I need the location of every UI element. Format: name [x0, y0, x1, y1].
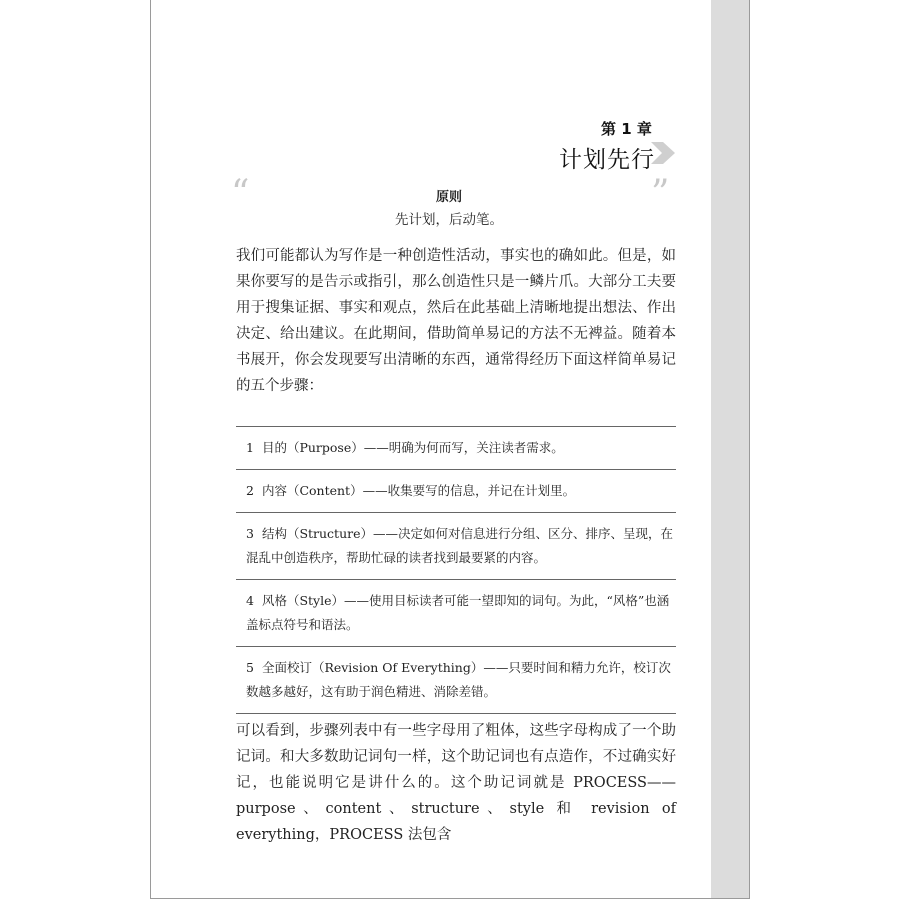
step-text: 全面校订（Revision Of Everything）——只要时间和精力允许，校订次数越多越好，这有助于润色精进、消除差错。: [246, 660, 671, 699]
step-item: [236, 647, 676, 714]
open-quote-icon: “: [231, 173, 250, 214]
principle-heading: 原则: [435, 190, 462, 205]
step-text: 结构（Structure）——决定如何对信息进行分组、区分、排序、呈现，在混乱中创造秩序，帮助忙碌的读者找到最要紧的内容。: [246, 526, 673, 565]
step-number: 5: [246, 660, 254, 675]
chevron-right-icon: [651, 142, 677, 164]
step-text: 目的（Purpose）——明确为何而写，关注读者需求。: [261, 440, 564, 455]
step-item: [236, 470, 676, 513]
book-page: [150, 0, 750, 899]
intro-paragraph: 我们可能都认为写作是一种创造性活动，事实也的确如此。但是，如果你要写的是告示或指引，那么创造性只是一鳞片爪。大部分工夫要用于搜集证据、事实和观点，然后在此基础上清晰地提出想法、作出决定、给出建议。在此期间，借助简单易记的方法不无裨益。随着本书展开，你会发现要写出清晰的东西，通常得经历下面这样简单易记的五个步骤：: [236, 248, 676, 394]
steps-list: [236, 426, 676, 714]
step-number: 4: [246, 593, 254, 608]
step-number: 3: [246, 526, 254, 541]
step-item: [236, 513, 676, 580]
step-item: [236, 427, 676, 470]
step-item: [236, 580, 676, 647]
page-edge-band: [711, 0, 749, 898]
principle-text: 先计划，后动笔。: [395, 212, 503, 228]
step-number: 1: [246, 440, 254, 455]
chapter-title: 计划先行: [559, 147, 655, 173]
step-text: 风格（Style）——使用目标读者可能一望即知的词句。为此，“风格”也涵盖标点符号和语法。: [246, 593, 670, 632]
step-text: 内容（Content）——收集要写的信息，并记在计划里。: [261, 483, 576, 498]
step-number: 2: [246, 483, 254, 498]
chapter-number: 第 1 章: [601, 120, 652, 138]
close-quote-icon: ”: [651, 173, 670, 214]
closing-paragraph: 可以看到，步骤列表中有一些字母用了粗体，这些字母构成了一个助记词。和大多数助记词句一样，这个助记词也有点造作，不过确实好记，也能说明它是讲什么的。这个助记词就是 PROCESS——purpose、content、structure、style 和 revision of everything，PROCESS 法包含: [236, 723, 676, 843]
